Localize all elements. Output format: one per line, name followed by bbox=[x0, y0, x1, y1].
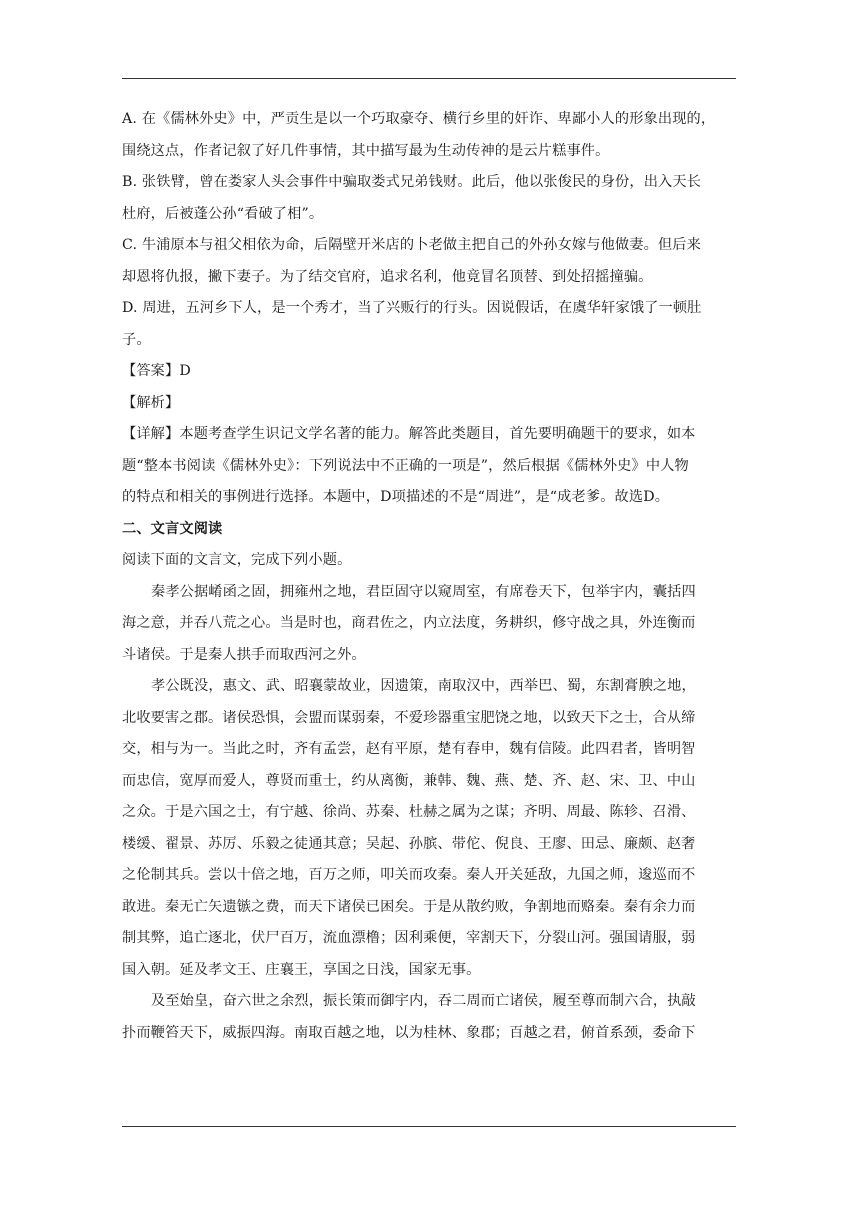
option-a-line-1: A. 在《儒林外史》中，严贡生是以一个巧取豪夺、横行乡里的奸诈、卑鄙小人的形象出现的， bbox=[122, 111, 716, 127]
header-rule bbox=[122, 78, 736, 79]
passage-p2-line-8: 敢进。秦无亡矢遗镞之费，而天下诸侯已困矣。于是从散约败，争割地而赂秦。秦有余力而 bbox=[122, 898, 696, 915]
analysis-heading: 【解析】 bbox=[122, 394, 180, 411]
passage-p2-line-10: 国入朝。延及孝文王、庄襄王，享国之日浅，国家无事。 bbox=[122, 961, 481, 978]
explanation-line-2: 题“整本书阅读《儒林外史》：下列说法中不正确的一项是”，然后根据《儒林外史》中人物 bbox=[122, 457, 689, 474]
answer-line: 【答案】D bbox=[122, 363, 191, 379]
option-a-line-2: 围绕这点，作者记叙了好几件事情，其中描写最为生动传神的是云片糕事件。 bbox=[122, 142, 610, 159]
passage-p2-line-1: 孝公既没，惠文、武、昭襄蒙故业，因遗策，南取汉中，西举巴、蜀，东割膏腴之地， bbox=[151, 678, 696, 694]
option-d-line-2: 子。 bbox=[122, 331, 151, 348]
passage-p3-line-1: 及至始皇，奋六世之余烈，振长策而御宇内，吞二周而亡诸侯，履至尊而制六合，执敲 bbox=[151, 993, 696, 1009]
passage-p3-line-2: 扑而鞭笞天下，威振四海。南取百越之地，以为桂林、象郡；百越之君，俯首系颈，委命下 bbox=[122, 1024, 696, 1041]
passage-p2-line-3: 交，相与为一。当此之时，齐有孟尝，赵有平原，楚有春申，魏有信陵。此四君者，皆明智 bbox=[122, 741, 696, 757]
passage-p2-line-7: 之伦制其兵。尝以十倍之地，百万之师，叩关而攻秦。秦人开关延敌，九国之师，逡巡而不 bbox=[122, 867, 696, 883]
section-heading: 二、文言文阅读 bbox=[122, 520, 223, 537]
passage-p2-line-5: 之众。于是六国之士，有宁越、徐尚、苏秦、杜赫之属为之谋；齐明、周最、陈轸、召滑、 bbox=[122, 804, 696, 820]
footer-rule bbox=[122, 1126, 736, 1127]
option-b-line-2: 杜府，后被蓬公孙“看破了相”。 bbox=[122, 205, 324, 222]
instruction-line: 阅读下面的文言文，完成下列小题。 bbox=[122, 552, 352, 568]
option-d-line-1: D. 周进，五河乡下人，是一个秀才，当了兴贩行的行头。因说假话，在虞华轩家饿了一顿肚 bbox=[122, 300, 702, 316]
passage-p2-line-4: 而忠信，宽厚而爱人，尊贤而重士，约从离衡，兼韩、魏、燕、楚、齐、赵、宋、卫、中山 bbox=[122, 772, 696, 789]
passage-p2-line-9: 制其弊，追亡逐北，伏尸百万，流血漂橹；因利乘便，宰割天下，分裂山河。强国请服，弱 bbox=[122, 930, 696, 946]
explanation-line-3: 的特点和相关的事例进行选择。本题中，D项描述的不是“周进”，是“成老爹。故选D。 bbox=[122, 489, 670, 505]
passage-p1-line-3: 斗诸侯。于是秦人拱手而取西河之外。 bbox=[122, 646, 366, 663]
passage-p1-line-1: 秦孝公据崤函之固，拥雍州之地，君臣固守以窥周室，有席卷天下，包举宇内，囊括四 bbox=[151, 583, 696, 600]
explanation-line-1: 【详解】本题考查学生识记文学名著的能力。解答此类题目，首先要明确题干的要求，如本 bbox=[122, 426, 696, 442]
option-c-line-1: C. 牛浦原本与祖父相依为命，后隔壁开米店的卜老做主把自己的外孙女嫁与他做妻。但后来 bbox=[122, 237, 701, 253]
document-body bbox=[122, 104, 736, 1049]
option-c-line-2: 却恩将仇报，撇下妻子。为了结交官府，追求名利，他竟冒名顶替、到处招摇撞骗。 bbox=[122, 268, 653, 285]
passage-p2-line-6: 楼缓、翟景、苏厉、乐毅之徒通其意；吴起、孙膑、带佗、倪良、王廖、田忌、廉颇、赵奢 bbox=[122, 835, 696, 852]
option-b-line-1: B. 张铁臂，曾在娄家人头会事件中骗取娄式兄弟钱财。此后，他以张俊民的身份，出入天长 bbox=[122, 174, 702, 190]
passage-p1-line-2: 海之意，并吞八荒之心。当是时也，商君佐之，内立法度，务耕织，修守战之具，外连衡而 bbox=[122, 615, 696, 631]
passage-p2-line-2: 北收要害之郡。诸侯恐惧，会盟而谋弱秦，不爱珍器重宝肥饶之地，以致天下之士，合从缔 bbox=[122, 709, 696, 726]
